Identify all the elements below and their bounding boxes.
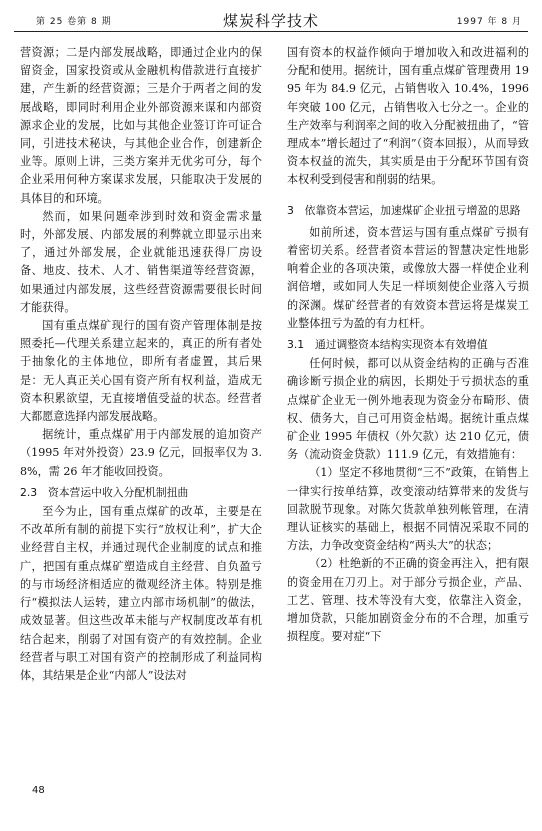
volume-issue: 第 25 卷第 8 期 [36,17,112,27]
issue-date: 1997 年 8 月 [456,17,522,27]
paragraph: （2）杜绝新的不正确的资金再注入，把有限的资金用在刀刃上。对于部分亏损企业，产品、工艺、管理、技术等没有大变，依靠注入资金，增加贷款，只能加剧资金分布的不合理，加重亏损程度。要对症“下 [287,557,529,644]
left-column [20,44,262,685]
section-heading: 2.3 资本营运中收入分配机制扭曲 [20,485,189,499]
journal-title: 煤炭科学技术 [222,12,319,30]
paragraph: 营资源；二是内部发展战略，即通过企业内的保留资金，国家投资或从金融机构借款进行直接扩建，产生新的经营资源；三是介于两者之间的发展战略，即同时利用企业外部资源来谋和内部资源求企业的发展，比如与其他企业签订许可证合同，引进技术秘诀，与其他企业合作，创建新企业等。原则上讲，三类方案并无优劣可分，每个企业采用何种方案谋求发展，只能取决于发展的具体目的和环境。 [20,46,262,205]
paragraph: 任何时候，都可以从资金结构的正确与否准确诊断亏损企业的病因，长期处于亏损状态的重点煤矿企业无一例外地表现为资金分布畸形、债权、债务大，自己可用资金枯竭。据统计重点煤矿企业 1995 年债权（外欠款）达 210 亿元，债务（流动资金贷款）111.9 亿元，有效措施有： [287,357,529,462]
paragraph: （1）坚定不移地贯彻“三不”政策，在销售上一律实行按单结算，改变滚动结算带来的发货与回款脱节现象。对陈欠货款单独列帐管理，在清理认证核实的基础上，根据不同情况采取不同的方法，力争改变资金结构“两头大”的状态； [287,466,529,553]
paragraph: 然而，如果问题牵涉到时效和资金需求量时，外部发展、内部发展的利弊就立即显示出来了，通过外部发展，企业就能迅速获得厂房设备、地皮、技术、人才、销售渠道等经营资源，如果通过内部发展，这些经营资源需要很长时间才能获得。 [20,209,262,314]
paragraph: 国有重点煤矿现行的国有资产管理体制是按照委托—代理关系建立起来的，真正的所有者处于抽象化的主体地位，即所有者虚置，其后果是：无人真正关心国有资产所有权利益，造成无资本积累欲望，无直接增值受益的状态。经营者大都愿意选择内部发展战略。 [20,319,262,424]
section-heading: 3 依靠资本营运，加速煤矿企业扭亏增盈的思路 [287,203,521,217]
running-header [14,8,528,30]
paragraph: 国有资本的权益作倾向于增加收入和改进福利的分配和使用。据统计，国有重点煤矿管理费用 1995 年为 84.9 亿元，占销售收入 10.4%，1996 年突破 100 亿元，占销售收入七分之一。企业的生产效率与利润率之间的收入分配被扭曲了，“管理成本”增长超过了“利润”（资本回报），从而导致资本权益的流失，其实质是由于分配环节国有资本权利受到侵害和削弱的结果。 [287,46,529,187]
page-number: 48 [32,785,45,796]
paragraph: 至今为止，国有重点煤矿的改革，主要是在不改革所有制的前提下实行“放权让利”，扩大企业经营自主权，并通过现代企业制度的试点和推广，把国有重点煤矿塑造成自主经营、自负盈亏的与市场经济相适应的微观经济主体。特别是推行“模拟法人运转，建立内部市场机制”的做法，成效显著。但这些改革未能与产权制度改革有机结合起来，削弱了对国有资产的有效控制。企业经营者与职工对国有资产的控制形成了利益同构体，其结果是企业“内部人”设法对 [20,505,262,682]
section-heading: 3.1 通过调整资本结构实现资本有效增值 [287,338,488,352]
paragraph: 如前所述，资本营运与国有重点煤矿亏损有着密切关系。经营者资本营运的智慧决定性地影响着企业的各项决策，或像放大器一样使企业利润倍增，或如同人失足一样顷刻使企业落入亏损的深渊。煤矿经营者的有效资本营运将是煤炭工业整体扭亏为盈的有力杠杆。 [287,225,529,330]
header-rule [14,31,528,32]
right-column [287,44,529,647]
paragraph: 据统计，重点煤矿用于内部发展的追加资产（1995 年对外投资）23.9 亿元，回报率仅为 3.8%，需 26 年才能收回投资。 [20,428,262,478]
